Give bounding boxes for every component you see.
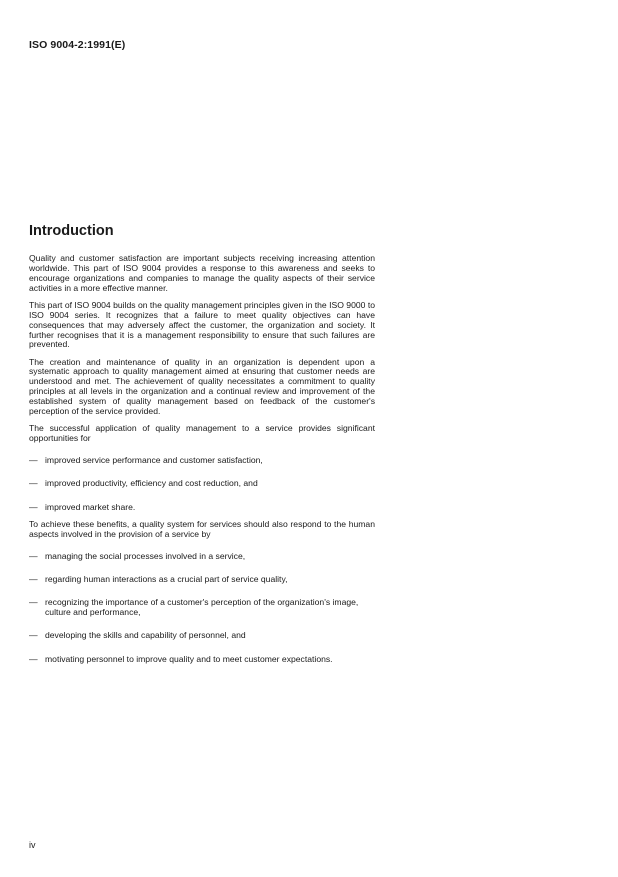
list-item-text: improved market share. (45, 501, 136, 512)
intro-paragraph-1: Quality and customer satisfaction are important subjects receiving increasing attention worldwide. This part of ISO 9004 provides a response to this awareness and seeks to encourage organizations and companies to manage the quality aspects of their service activities in a more effective manner. (29, 253, 375, 293)
intro-paragraph-2: This part of ISO 9004 builds on the quality management principles given in the ISO 9000 to ISO 9004 series. It recognizes that a failure to meet quality objectives can have consequences that may adversely affect the customer, the organization and society. It further recognises that it is a management responsibility to ensure that such failures are prevented. (29, 299, 375, 350)
dash-bullet: — (29, 573, 38, 584)
dash-bullet: — (29, 653, 38, 664)
introduction-section (29, 222, 375, 678)
benefits-intro-paragraph: To achieve these benefits, a quality system for services should also respond to the human aspects involved in the provision of a service by (29, 518, 375, 539)
dash-bullet: — (29, 454, 38, 465)
list-item (29, 479, 375, 489)
list-item-text: motivating personnel to improve quality and to meet customer expectations. (45, 653, 333, 664)
list-item (29, 655, 375, 665)
list-item-text: regarding human interactions as a crucial part of service quality, (45, 573, 288, 584)
dash-bullet: — (29, 550, 38, 561)
intro-paragraph-4: The successful application of quality management to a service provides significant opportunities for (29, 423, 375, 444)
list-item-text: managing the social processes involved in a service, (45, 550, 246, 561)
list-item (29, 456, 375, 466)
list-item (29, 575, 375, 585)
dash-bullet: — (29, 501, 38, 512)
dash-bullet: — (29, 630, 38, 641)
list-item (29, 631, 375, 641)
document-header: ISO 9004-2:1991(E) (29, 39, 126, 51)
section-title: Introduction (29, 223, 114, 239)
human-aspects-list (29, 552, 375, 665)
dash-bullet: — (29, 478, 38, 489)
list-item (29, 503, 375, 513)
list-item (29, 598, 375, 618)
list-item (29, 552, 375, 562)
dash-bullet: — (29, 597, 38, 608)
list-item-text: developing the skills and capability of personnel, and (45, 630, 246, 641)
page-number: iv (29, 840, 36, 850)
opportunities-list (29, 456, 375, 513)
intro-paragraph-3: The creation and maintenance of quality in an organization is dependent upon a systematic approach to quality management aimed at ensuring that customer needs are understood and met. The achievement of quality necessitates a commitment to quality principles at all levels in the organization and a continual review and improvement of the established system of quality management based on feedback of the customer's perception of the service provided. (29, 356, 375, 417)
list-item-text: improved productivity, efficiency and cost reduction, and (45, 478, 258, 489)
list-item-text: recognizing the importance of a customer's perception of the organization's image, culture and performance, (45, 597, 359, 618)
list-item-text: improved service performance and customer satisfaction, (45, 454, 263, 465)
